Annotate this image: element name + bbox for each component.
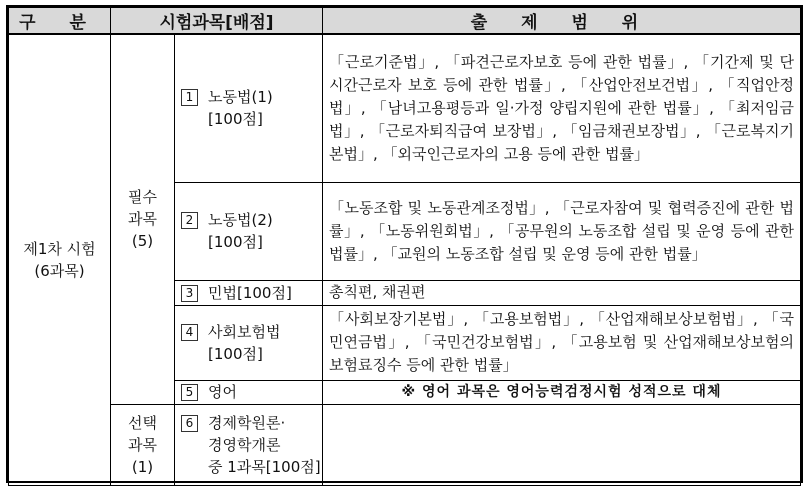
subject-name: 민법[100점] — [208, 283, 292, 302]
subject-number-box: 3 — [181, 285, 198, 302]
header-subjects: 시험과목[배점] — [111, 8, 323, 35]
subject-name: 영어 — [208, 383, 237, 401]
subject-cell — [175, 34, 323, 182]
required-label-1: 필수 — [128, 188, 157, 207]
optional-label-1: 선택 — [128, 413, 157, 432]
subject-name: 사회보험법 — [208, 322, 281, 341]
header-scope: 출 제 범 위 — [323, 8, 801, 35]
subject-cell — [175, 404, 323, 485]
subject-name: 경제학원론· — [208, 413, 286, 432]
table-row — [9, 34, 801, 182]
subject-points: 중 1과목[100점] — [208, 457, 321, 476]
subject-number-box: 1 — [181, 89, 198, 106]
optional-label-2: 과목 — [128, 435, 157, 454]
scope-cell: 「노동조합 및 노동관계조정법」, 「근로자참여 및 협력증진에 관한 법률」, 「노동위원회법」, 「공무원의 노동조합 설립 및 운영 등에 관한 법률」, 「교원의 노동조합 설립 및 운영 등에 관한 법률」 — [323, 182, 801, 280]
header-row — [9, 8, 801, 35]
optional-cell — [111, 404, 175, 485]
scope-cell: 「근로기준법」, 「파견근로자보호 등에 관한 법률」, 「기간제 및 단시간근로자 보호 등에 관한 법률」, 「산업안전보건법」, 「직업안정법」, 「남녀고용평등과 일·가정 양립지원에 관한 법률」, 「최저임금법」, 「근로자퇴직급여 보장법」, 「임금채권보장법」, 「근로복지기본법」, 「외국인근로자의 고용 등에 관한 법률」 — [323, 34, 801, 182]
english-notice: ※ 영어 과목은 영어능력검정시험 성적으로 대체 — [323, 380, 801, 404]
subject-points: [100점] — [208, 110, 263, 129]
subject-number-box: 4 — [181, 324, 198, 341]
subject-number-box: 2 — [181, 212, 198, 229]
scope-cell: 「사회보장기본법」, 「고용보험법」, 「산업재해보상보험법」, 「국민연금법」, 「국민건강보험법」, 「고용보험 및 산업재해보상보험의 보험료징수 등에 관한 법률」 — [323, 305, 801, 380]
subject-cell — [175, 280, 323, 305]
first-exam-cell — [9, 34, 111, 485]
table-row — [9, 404, 801, 485]
subject-name: 노동법(1) — [208, 88, 273, 107]
required-count: (5) — [131, 232, 154, 251]
scope-cell-empty — [323, 404, 801, 485]
header-category: 구 분 — [9, 8, 111, 35]
subject-name-cont: 경영학개론 — [208, 435, 281, 454]
first-exam-title: 제1차 시험 — [23, 239, 96, 258]
subject-cell — [175, 380, 323, 404]
required-label-2: 과목 — [128, 210, 157, 229]
subject-number-box: 5 — [181, 384, 198, 401]
exam-subjects-table — [6, 5, 803, 483]
subject-cell — [175, 305, 323, 380]
required-cell — [111, 34, 175, 404]
subject-name: 노동법(2) — [208, 211, 273, 229]
scope-cell: 총칙편, 채권편 — [323, 280, 801, 305]
subject-points: [100점] — [208, 344, 263, 363]
subject-points: [100점] — [208, 233, 263, 251]
optional-count: (1) — [131, 457, 154, 476]
subject-cell — [175, 182, 323, 280]
subject-number-box: 6 — [181, 415, 198, 432]
first-exam-sub: (6과목) — [34, 261, 85, 280]
